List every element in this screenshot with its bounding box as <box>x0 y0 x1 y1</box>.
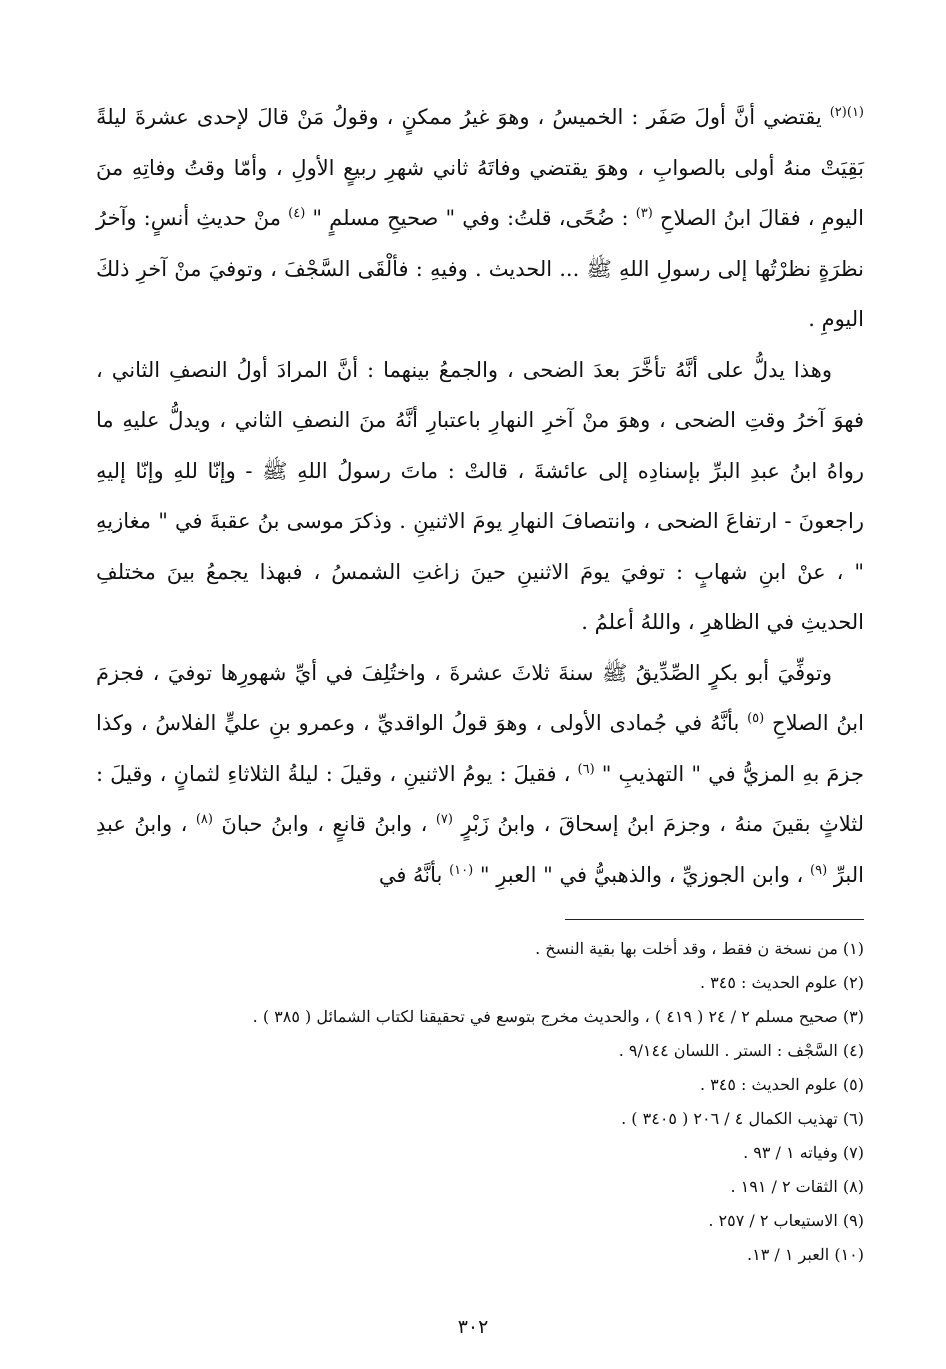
text-segment: ، وابن الجوزيِّ ، والذهبيُّ في " العبرِ " <box>473 862 804 887</box>
footnote-marker: (٨) <box>195 812 213 827</box>
text-segment: ، وابنُ عبدِ البرِّ <box>96 812 864 887</box>
text-segment: ، وابنُ قانعٍ ، وابنُ حبانَ <box>212 812 428 836</box>
footnote-marker: (١٠) <box>449 862 474 878</box>
footnote-9: (٩) الاستيعاب ٢ / ٢٥٧ . <box>708 1211 864 1230</box>
text-segment: ، فقيلَ : يومُ الاثنينِ ، وقيلَ : ليلةُ الثلاثاءِ لثمانٍ ، وقيلَ : لثلاثٍ بقينَ منهُ ، وجزمَ ابنُ إسحاقَ ، وابنُ زَبْرٍ <box>96 761 864 836</box>
footnote-8: (٨) الثقات ٢ / ١٩١ . <box>730 1177 864 1196</box>
page-number: ٣٠٢ <box>457 1316 489 1338</box>
main-text <box>96 92 864 900</box>
footnote-3: (٣) صحيح مسلم ٢ / ٢٤ ( ٤١٩ ) ، والحديث مخرج بتوسع في تحقيقنا لكتاب الشمائل ( ٣٨٥ ) . <box>252 1007 864 1026</box>
text-segment: بأنَّهُ في جُمادى الأولى ، وهوَ قولُ الواقديِّ ، وعمرو بنِ عليٍّ الفلاسُ ، وكذا جزمَ بهِ المزيُّ في " التهذيبِ " <box>96 711 865 786</box>
text-segment: يقتضي أنَّ أولَ صَفَر : الخميسُ ، وهوَ غيرُ ممكنٍ ، وقولُ مَنْ قالَ لإحدى عشرةَ ليلةً بَقِيَتْ منهُ أولى بالصوابِ ، وهوَ يقتضي وفاتَهُ ثاني شهرِ ربيعٍ الأولِ ، وأمّا وقتُ وفاتِهِ منَ اليومِ ، فقالَ ابنُ الصلاحِ <box>96 105 864 230</box>
footnote-marker: (٦) <box>577 761 595 777</box>
footnote-marker: (٩) <box>810 862 828 878</box>
footnote-7: (٧) وفياته ١ / ٩٣ . <box>743 1143 864 1162</box>
text-segment: وتوفِّيَ أبو بكرٍ الصِّدِّيقُ ﷺ سنةَ ثلاثَ عشرةَ ، واختُلِفَ في أيِّ شهورِها توفيَ ، فجزمَ ابنُ الصلاحِ <box>96 660 864 735</box>
footnote-divider <box>565 919 864 920</box>
footnote-marker: (١) <box>846 105 864 120</box>
text-segment: وهذا يدلُّ على أنَّهُ تأخَّرَ بعدَ الضحى ، والجمعُ بينهما : أنَّ المرادَ أولُ النصفِ الثاني ، فهوَ آخرُ وقتِ الضحى ، وهوَ منْ آخرِ النهارِ باعتبارِ أنَّهُ منَ النصفِ الثاني ، ويدلُّ عليهِ ما رواهُ ابنُ عبدِ البرِّ بإسنادِه إلى عائشةَ ، قالتْ : ماتَ رسولُ اللهِ ﷺ - وإنّا للهِ وإنّا إليهِ راجعونَ - ارتفاعَ الضحى ، وانتصافَ النهارِ يومَ الاثنينِ . وذكرَ موسى بنُ عقبةَ في " مغازيهِ " ، عنْ ابنِ شهابٍ : توفيَ يومَ الاثنينِ حينَ زاغتِ الشمسُ ، فبهذا يجمعُ بينَ مختلفِ الحديثِ في الظاهرِ ، واللهُ أعلمُ . <box>96 357 864 634</box>
paragraph-3 <box>96 648 864 901</box>
footnote-5: (٥) علوم الحديث : ٣٤٥ . <box>700 1075 864 1094</box>
footnote-10: (١٠) العبر ١ / ١٣. <box>747 1245 864 1264</box>
footnote-marker: (٥) <box>747 711 765 726</box>
footnote-2: (٢) علوم الحديث : ٣٤٥ . <box>700 973 864 992</box>
paragraph-1 <box>96 92 864 345</box>
text-segment: ، وتوفيَ منْ آخرِ ذلكَ اليومِ . <box>96 256 864 331</box>
footnotes <box>144 932 864 1272</box>
text-segment: منْ حديثِ أنسٍ: وآخرُ نظرَةٍ نظرْتُها إلى رسولِ اللهِ ﷺ ... الحديث . وفيهِ : فألْقَى السَّجْفَ <box>96 206 864 281</box>
footnote-6: (٦) تهذيب الكمال ٤ / ٢٠٦ ( ٣٤٠٥ ) . <box>621 1109 864 1128</box>
footnote-1: (١) من نسخة ن فقط ، وقد أخلت بها بقية النسخ . <box>535 939 864 958</box>
footnote-marker: (٤) <box>288 206 306 221</box>
footnote-4: (٤) السَّجْف : الستر . اللسان ٩/١٤٤ . <box>618 1041 864 1060</box>
text-segment: : ضُحًى، قلتُ: وفي " صحيحِ مسلمٍ " <box>305 206 629 230</box>
footnote-marker: (٢) <box>829 105 847 120</box>
footnote-marker: (٧) <box>435 812 453 827</box>
text-segment: بأنَّهُ في <box>378 862 443 887</box>
paragraph-2 <box>96 345 864 648</box>
footnote-marker: (٣) <box>635 206 653 221</box>
